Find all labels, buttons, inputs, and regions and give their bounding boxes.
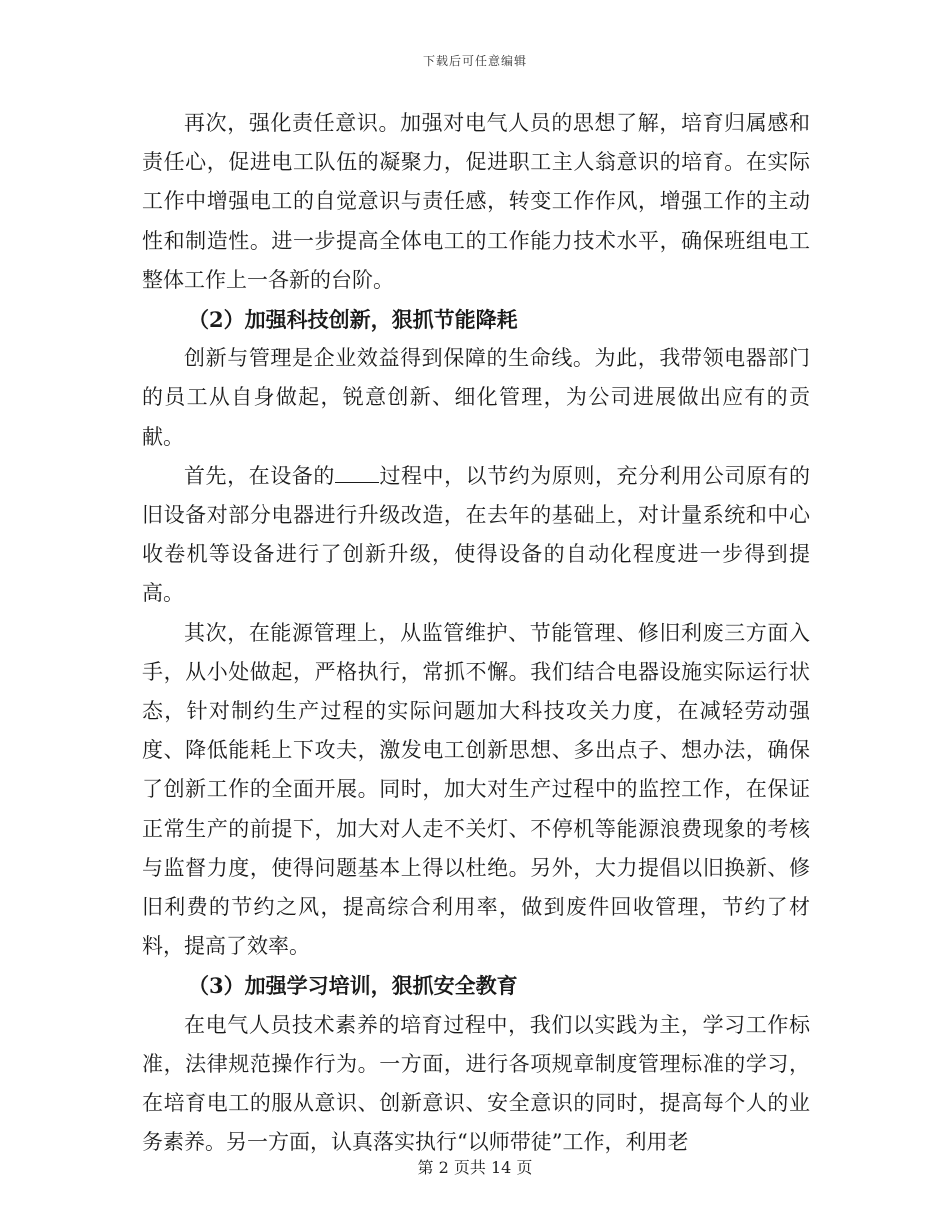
page-header: 下载后可任意编辑 (422, 54, 527, 68)
paragraph-equipment (142, 457, 810, 614)
paragraph-innovation: 创新与管理是企业效益得到保障的生命线。为此，我带领电器部门的员工从自身做起，锐意创新、细化管理，为公司进展做出应有的贡献。 (142, 346, 810, 449)
paragraph-equipment-start: 首先，在设备的 (184, 463, 335, 488)
fill-in-blank (335, 463, 379, 483)
page-number-footer: 第 2 页共 14 页 (417, 1158, 533, 1177)
document-body (142, 104, 810, 1162)
paragraph-training: 在电气人员技术素养的培育过程中，我们以实践为主，学习工作标准，法律规范操作行为。一方面，进行各项规章制度管理标准的学习，在培育电工的服从意识、创新意识、安全意识的同时，提高每个人的业务素养。另一方面，认真落实执行“以师带徒”工作，利用老 (142, 1012, 810, 1155)
paragraph-equipment-rest: 过程中，以节约为原则，充分利用公司原有的旧设备对部分电器进行升级改造，在去年的基础上，对计量系统和中心收卷机等设备进行了创新升级，使得设备的自动化程度进一步得到提高。 (142, 463, 810, 606)
paragraph-energy: 其次，在能源管理上，从监管维护、节能管理、修旧利废三方面入手，从小处做起，严格执行，常抓不懈。我们结合电器设施实际运行状态，针对制约生产过程的实际问题加大科技攻关力度，在减轻劳动强度、降低能耗上下攻夫，激发电工创新思想、多出点子、想办法，确保了创新工作的全面开展。同时，加大对生产过程中的监控工作，在保证正常生产的前提下，加大对人走不关灯、不停机等能源浪费现象的考核与监督力度，使得问题基本上得以杜绝。另外，大力提倡以旧换新、修旧利费的节约之风，提高综合利用率，做到废件回收管理，节约了材料，提高了效率。 (142, 620, 810, 959)
section-heading-3: （3）加强学习培训，狠抓安全教育 (188, 973, 518, 999)
section-heading-2: （2）加强科技创新，狠抓节能降耗 (188, 307, 518, 333)
paragraph-responsibility: 再次，强化责任意识。加强对电气人员的思想了解，培育归属感和责任心，促进电工队伍的凝聚力，促进职工主人翁意识的培育。在实际工作中增强电工的自觉意识与责任感，转变工作作风，增强工作的主动性和制造性。进一步提高全体电工的工作能力技术水平，确保班组电工整体工作上一各新的台阶。 (142, 111, 810, 292)
